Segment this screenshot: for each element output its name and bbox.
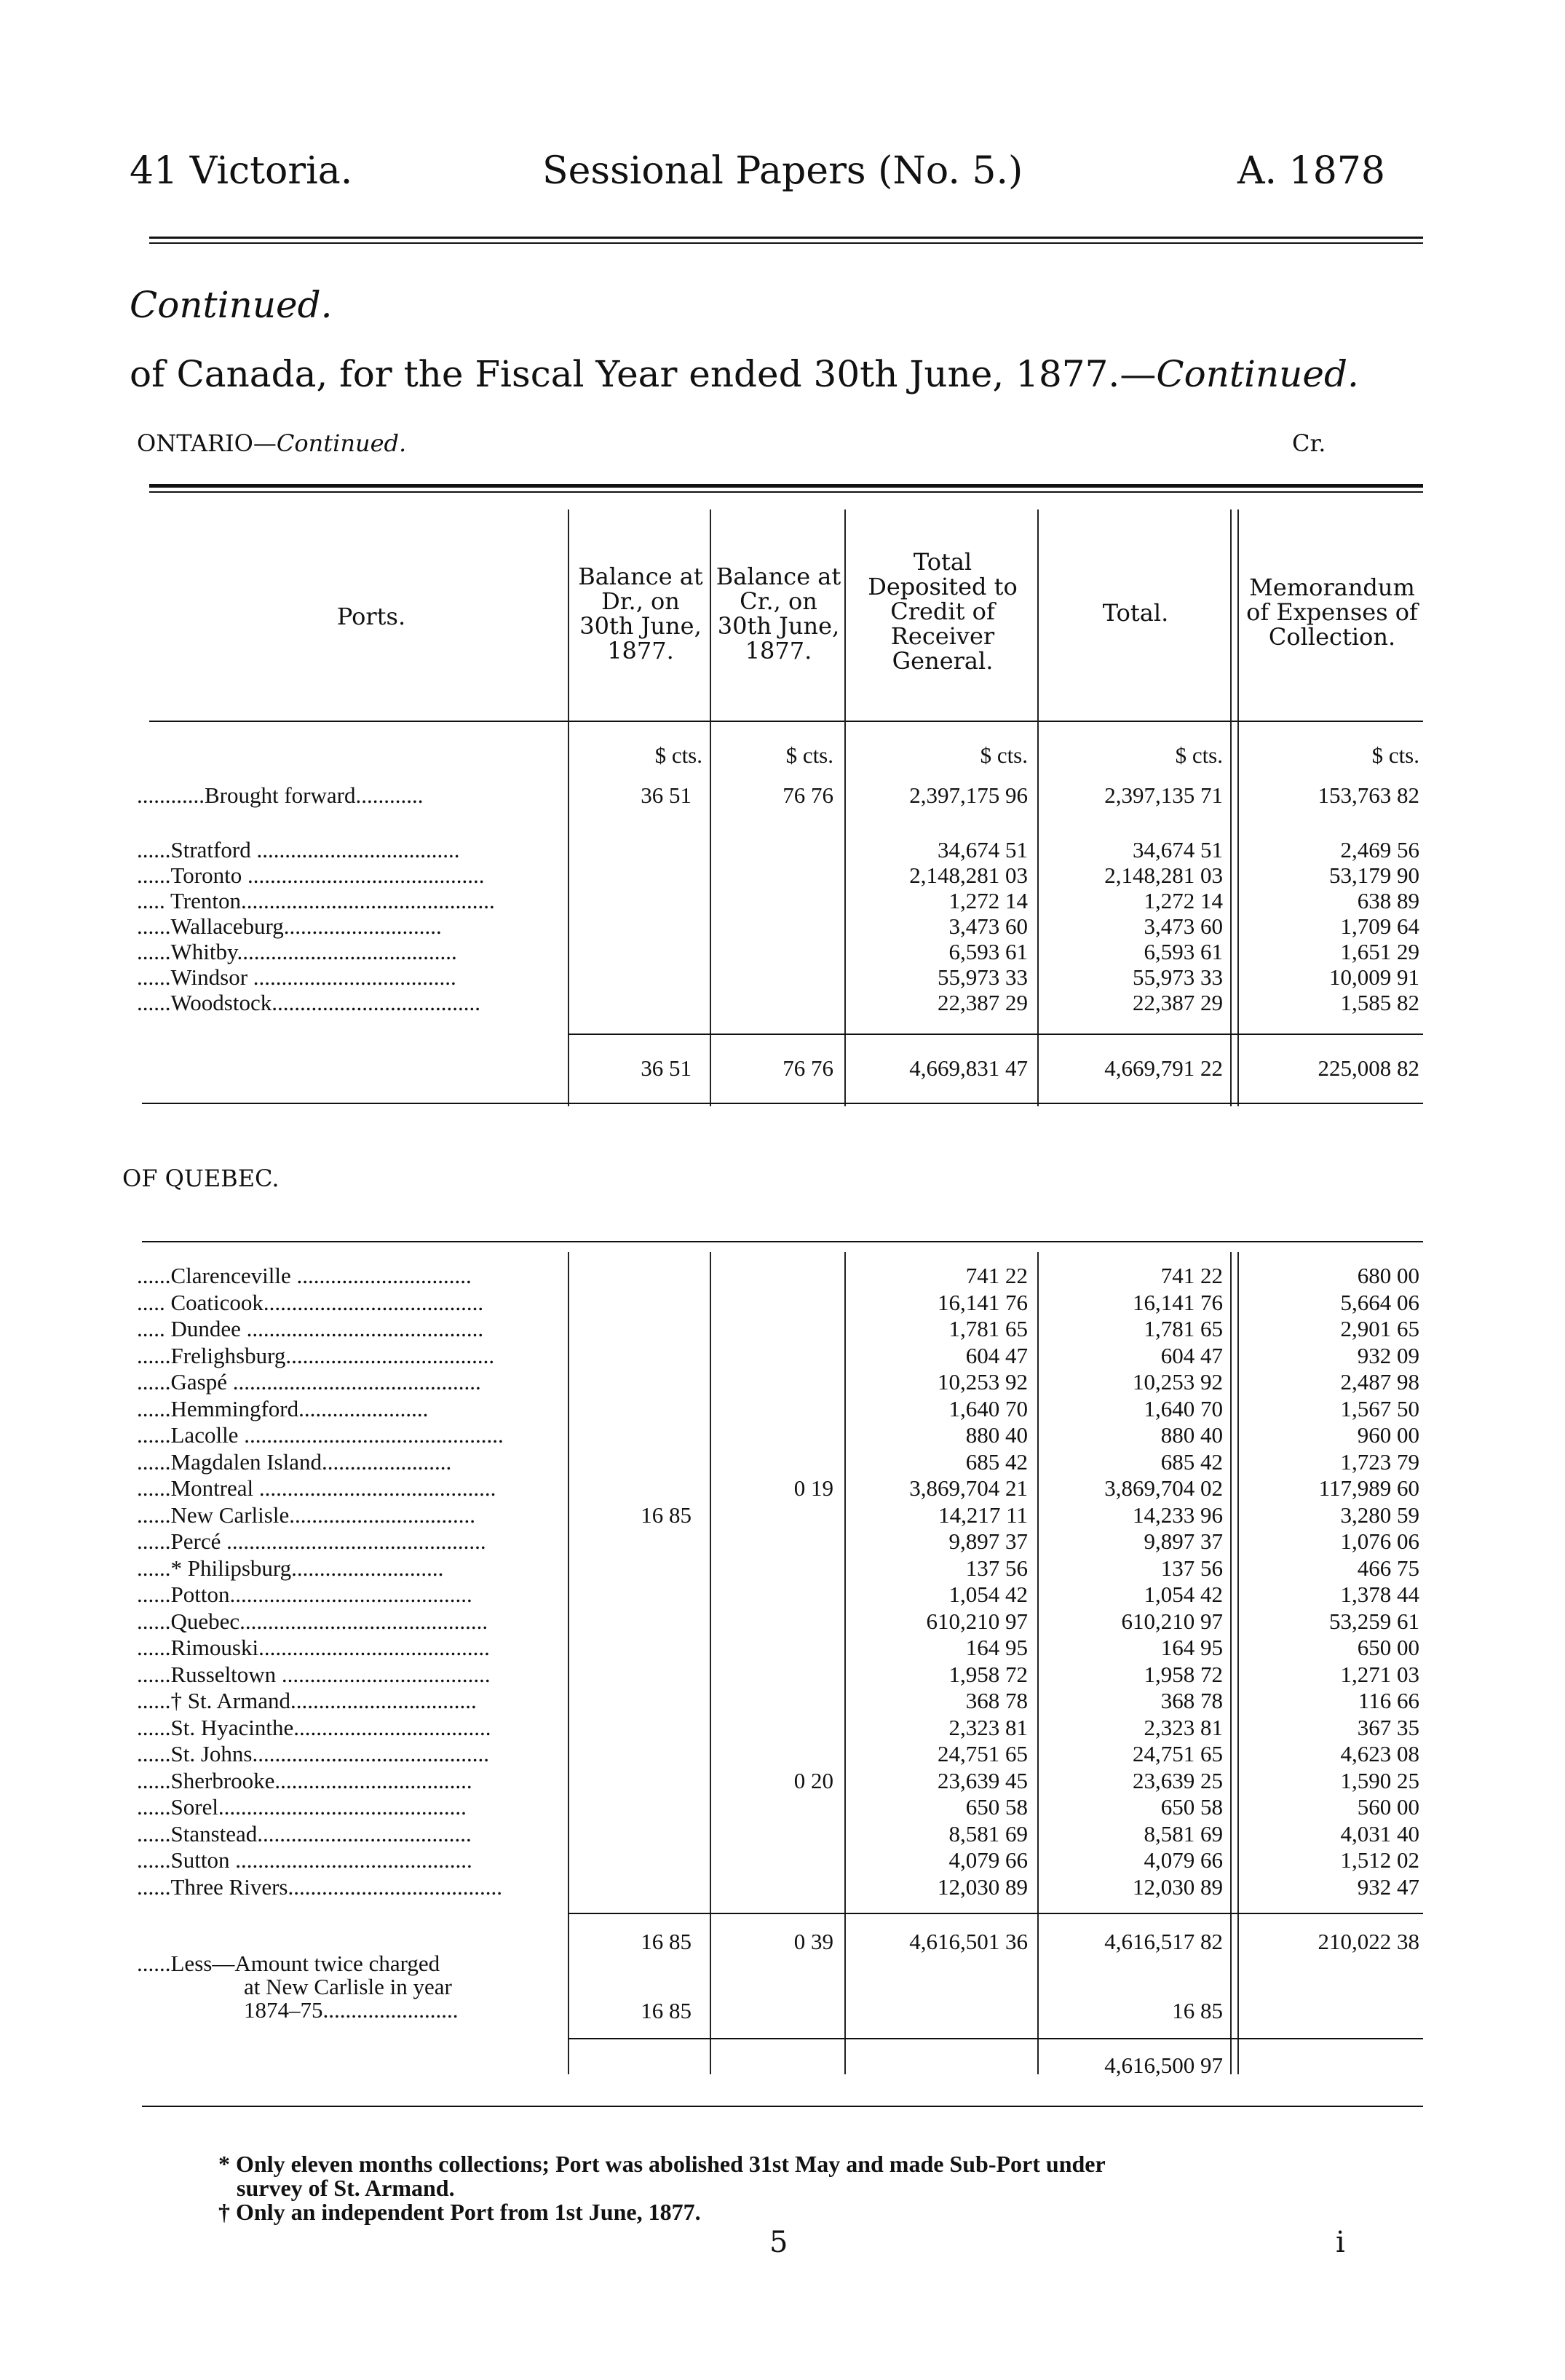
header-rule-top bbox=[149, 237, 1423, 239]
quebec-cell-memo: 53,259 61 bbox=[1329, 1608, 1419, 1634]
ontario-cell-memo: 1,709 64 bbox=[1340, 913, 1419, 939]
quebec-cell-dep: 604 47 bbox=[965, 1342, 1028, 1368]
quebec-cell-dep: 4,079 66 bbox=[948, 1847, 1028, 1873]
quebec-cell-dep: 164 95 bbox=[965, 1635, 1028, 1660]
quebec-cell-dep: 12,030 89 bbox=[938, 1873, 1028, 1900]
ontario-port-name: ............Brought forward............ bbox=[137, 782, 424, 808]
q-col-divider-1 bbox=[568, 1252, 569, 2074]
ontario-total-cr: 76 76 bbox=[782, 1055, 833, 1081]
quebec-port-name: ......New Carlisle................................. bbox=[137, 1502, 475, 1528]
ontario-cell-total: 2,148,281 03 bbox=[1104, 862, 1223, 888]
final-total: 4,616,500 97 bbox=[1104, 2052, 1223, 2078]
section-quebec: OF QUEBEC. bbox=[122, 1165, 280, 1192]
ontario-cell-memo: 10,009 91 bbox=[1329, 964, 1419, 990]
ontario-cell-total: 22,387 29 bbox=[1133, 990, 1223, 1015]
header-center: Sessional Papers (No. 5.) bbox=[542, 149, 1023, 193]
quebec-cell-dep: 685 42 bbox=[965, 1448, 1028, 1475]
ontario-cell-memo: 1,585 82 bbox=[1340, 990, 1419, 1015]
quebec-cell-dr: 16 85 bbox=[641, 1502, 692, 1528]
ontario-port-name: ......Stratford .................................... bbox=[137, 837, 460, 862]
ontario-cell-total: 55,973 33 bbox=[1133, 964, 1223, 990]
quebec-port-name: ......Percé .............................................. bbox=[137, 1528, 486, 1554]
col-deposited: Total Deposited to Credit of Receiver General. bbox=[868, 548, 1018, 675]
ontario-cell-dep: 1,272 14 bbox=[948, 888, 1028, 913]
q-col-divider-5b bbox=[1237, 1252, 1239, 2074]
quebec-cell-total: 880 40 bbox=[1160, 1422, 1223, 1448]
col-divider-2 bbox=[710, 509, 711, 1106]
ontario-port-name: ......Whitby....................................... bbox=[137, 939, 457, 964]
ontario-cell-total: 6,593 61 bbox=[1144, 939, 1223, 964]
ontario-cell-dep: 22,387 29 bbox=[938, 990, 1028, 1015]
page-number: 5 bbox=[769, 2226, 788, 2259]
quebec-cell-total: 16,141 76 bbox=[1133, 1289, 1223, 1315]
quebec-total-rule bbox=[568, 1913, 1423, 1914]
quebec-cell-total: 741 22 bbox=[1160, 1263, 1223, 1288]
quebec-cell-memo: 1,271 03 bbox=[1340, 1661, 1419, 1687]
quebec-port-name: ......Gaspé ............................................ bbox=[137, 1369, 481, 1395]
ontario-cell-memo: 2,469 56 bbox=[1340, 837, 1419, 862]
ontario-cell-total: 34,674 51 bbox=[1133, 837, 1223, 862]
quebec-cell-dep: 2,323 81 bbox=[948, 1714, 1028, 1740]
quebec-cell-memo: 932 47 bbox=[1357, 1873, 1419, 1900]
q-col-divider-5 bbox=[1230, 1252, 1232, 2074]
quebec-cell-memo: 116 66 bbox=[1358, 1688, 1419, 1713]
quebec-cell-dep: 14,217 11 bbox=[938, 1502, 1028, 1528]
quebec-cell-dep: 880 40 bbox=[965, 1422, 1028, 1448]
quebec-cell-dep: 137 56 bbox=[965, 1555, 1028, 1581]
ontario-total-total: 4,669,791 22 bbox=[1104, 1055, 1223, 1081]
col-divider-5 bbox=[1230, 509, 1232, 1106]
quebec-cell-memo: 932 09 bbox=[1357, 1342, 1419, 1368]
quebec-cell-dep: 368 78 bbox=[965, 1688, 1028, 1713]
quebec-cell-total: 164 95 bbox=[1160, 1635, 1223, 1660]
less-rule bbox=[568, 2038, 1423, 2039]
quebec-cell-dep: 23,639 45 bbox=[938, 1767, 1028, 1793]
ontario-cell-dep: 3,473 60 bbox=[948, 913, 1028, 939]
col-balance-dr: Balance at Dr., on 30th June, 1877. bbox=[578, 563, 703, 665]
quebec-port-name: ......† St. Armand................................. bbox=[137, 1688, 477, 1713]
quebec-port-name: ......St. Johns.......................................... bbox=[137, 1741, 489, 1766]
quebec-total-cr: 0 39 bbox=[793, 1929, 833, 1954]
quebec-cell-dep: 741 22 bbox=[965, 1263, 1028, 1288]
quebec-cell-dep: 650 58 bbox=[965, 1794, 1028, 1820]
quebec-cell-total: 23,639 25 bbox=[1133, 1767, 1223, 1793]
quebec-cell-total: 1,054 42 bbox=[1144, 1582, 1223, 1607]
quebec-port-name: ......Russeltown ..................................... bbox=[137, 1661, 491, 1687]
quebec-port-name: ..... Coaticook....................................... bbox=[137, 1289, 484, 1315]
quebec-cell-dep: 8,581 69 bbox=[948, 1820, 1028, 1847]
quebec-cell-dep: 9,897 37 bbox=[948, 1528, 1028, 1554]
ontario-total-dep: 4,669,831 47 bbox=[909, 1055, 1028, 1081]
ontario-cell-memo: 53,179 90 bbox=[1329, 862, 1419, 888]
quebec-cell-memo: 3,280 59 bbox=[1340, 1502, 1419, 1528]
quebec-cell-total: 3,869,704 02 bbox=[1104, 1475, 1223, 1501]
col-ports: Ports. bbox=[336, 603, 406, 630]
page-mark: i bbox=[1336, 2226, 1345, 2259]
ontario-cell-total: 2,397,135 71 bbox=[1104, 782, 1223, 808]
table-end-rule bbox=[142, 2106, 1423, 2107]
quebec-cell-memo: 1,076 06 bbox=[1340, 1528, 1419, 1554]
title-main: of Canada, for the Fiscal Year ended 30th June, 1877.— bbox=[130, 353, 1157, 395]
quebec-cell-total: 8,581 69 bbox=[1144, 1820, 1223, 1847]
quebec-cell-memo: 560 00 bbox=[1357, 1794, 1419, 1820]
quebec-cell-dep: 3,869,704 21 bbox=[909, 1475, 1028, 1501]
q-col-divider-2 bbox=[710, 1252, 711, 2074]
quebec-cell-memo: 117,989 60 bbox=[1318, 1475, 1419, 1501]
ontario-cell-dep: 55,973 33 bbox=[938, 964, 1028, 990]
quebec-cell-total: 137 56 bbox=[1160, 1555, 1223, 1581]
quebec-top-rule bbox=[142, 1241, 1423, 1242]
quebec-cell-memo: 2,487 98 bbox=[1340, 1369, 1419, 1395]
header-right: A. 1878 bbox=[1237, 149, 1385, 193]
quebec-cell-dep: 16,141 76 bbox=[938, 1289, 1028, 1315]
quebec-port-name: ......Rimouski......................................... bbox=[137, 1635, 490, 1660]
quebec-port-name: ......St. Hyacinthe................................... bbox=[137, 1714, 491, 1740]
col-total: Total. bbox=[1102, 599, 1169, 627]
quebec-cell-memo: 1,567 50 bbox=[1340, 1395, 1419, 1421]
quebec-cell-cr: 0 20 bbox=[793, 1767, 833, 1793]
footnote-1-cont: survey of St. Armand. bbox=[237, 2175, 455, 2201]
less-label-2: at New Carlisle in year bbox=[244, 1974, 452, 1999]
ontario-cell-memo: 1,651 29 bbox=[1340, 939, 1419, 964]
ontario-total-dr: 36 51 bbox=[641, 1055, 692, 1081]
table-top-rule bbox=[149, 484, 1423, 488]
quebec-total-dep: 4,616,501 36 bbox=[909, 1929, 1028, 1954]
ontario-total-rule bbox=[568, 1034, 1423, 1035]
footnote-1: * Only eleven months collections; Port was abolished 31st May and made Sub-Port under bbox=[218, 2151, 1106, 2177]
quebec-port-name: ......Sutton .......................................... bbox=[137, 1847, 472, 1873]
quebec-cell-memo: 367 35 bbox=[1357, 1714, 1419, 1740]
quebec-cell-memo: 1,378 44 bbox=[1340, 1582, 1419, 1607]
quebec-cell-total: 685 42 bbox=[1160, 1448, 1223, 1475]
col-divider-1 bbox=[568, 509, 569, 1106]
section-ontario-label: ONTARIO— bbox=[137, 429, 277, 457]
less-label-3: 1874–75........................ bbox=[244, 1997, 459, 2023]
quebec-cell-total: 2,323 81 bbox=[1144, 1714, 1223, 1740]
quebec-cell-dep: 10,253 92 bbox=[938, 1369, 1028, 1395]
quebec-cell-dep: 610,210 97 bbox=[926, 1608, 1028, 1634]
quebec-port-name: ......* Philipsburg........................... bbox=[137, 1555, 444, 1581]
quebec-port-name: ......Sherbrooke................................... bbox=[137, 1767, 472, 1793]
quebec-cell-total: 24,751 65 bbox=[1133, 1741, 1223, 1766]
ontario-cell-dep: 2,397,175 96 bbox=[909, 782, 1028, 808]
quebec-cell-memo: 4,031 40 bbox=[1340, 1820, 1419, 1847]
ontario-cell-dep: 34,674 51 bbox=[938, 837, 1028, 862]
page-title bbox=[130, 353, 1359, 395]
col-divider-4 bbox=[1037, 509, 1039, 1106]
quebec-total-dr: 16 85 bbox=[641, 1929, 692, 1954]
quebec-cell-dep: 1,054 42 bbox=[948, 1582, 1028, 1607]
section-ontario-cont: Continued. bbox=[276, 429, 407, 457]
ontario-cell-dr: 36 51 bbox=[641, 782, 692, 808]
quebec-cell-total: 610,210 97 bbox=[1121, 1608, 1223, 1634]
col-memo: Memorandum of Expenses of Collection. bbox=[1246, 574, 1418, 651]
q-col-divider-3 bbox=[844, 1252, 846, 2074]
footnote-2: † Only an independent Port from 1st June, 1877. bbox=[218, 2199, 701, 2225]
less-dr: 16 85 bbox=[641, 1998, 692, 2023]
ontario-cell-cr: 76 76 bbox=[782, 782, 833, 808]
ontario-cell-dep: 2,148,281 03 bbox=[909, 862, 1028, 888]
quebec-cell-total: 1,958 72 bbox=[1144, 1661, 1223, 1687]
title-continued: Continued. bbox=[1156, 353, 1359, 395]
unit-dr: $ cts. bbox=[654, 742, 702, 768]
col-divider-3 bbox=[844, 509, 846, 1106]
quebec-cell-dep: 24,751 65 bbox=[938, 1741, 1028, 1766]
quebec-port-name: ......Three Rivers...................................... bbox=[137, 1873, 502, 1900]
quebec-port-name: ......Clarenceville ............................... bbox=[137, 1263, 472, 1288]
quebec-cell-dep: 1,958 72 bbox=[948, 1661, 1028, 1687]
quebec-cell-memo: 466 75 bbox=[1357, 1555, 1419, 1581]
ontario-cell-total: 1,272 14 bbox=[1144, 888, 1223, 913]
quebec-cell-memo: 1,590 25 bbox=[1340, 1767, 1419, 1793]
quebec-cell-dep: 1,640 70 bbox=[948, 1395, 1028, 1421]
quebec-port-name: ......Stanstead...................................... bbox=[137, 1820, 472, 1847]
quebec-cell-total: 1,640 70 bbox=[1144, 1395, 1223, 1421]
quebec-cell-total: 12,030 89 bbox=[1133, 1873, 1223, 1900]
quebec-cell-memo: 4,623 08 bbox=[1340, 1741, 1419, 1766]
quebec-port-name: ......Frelighsburg..................................... bbox=[137, 1342, 495, 1368]
unit-dep: $ cts. bbox=[980, 742, 1028, 768]
unit-total: $ cts. bbox=[1175, 742, 1223, 768]
ontario-port-name: ......Woodstock..................................... bbox=[137, 990, 480, 1015]
ontario-port-name: ......Toronto .......................................... bbox=[137, 862, 485, 888]
quebec-port-name: ......Magdalen Island....................... bbox=[137, 1448, 452, 1475]
quebec-cell-memo: 650 00 bbox=[1357, 1635, 1419, 1660]
ontario-cell-total: 3,473 60 bbox=[1144, 913, 1223, 939]
header-left: 41 Victoria. bbox=[130, 149, 353, 193]
quebec-port-name: ......Quebec............................................ bbox=[137, 1608, 488, 1634]
quebec-cell-memo: 1,723 79 bbox=[1340, 1448, 1419, 1475]
header-rule-bottom bbox=[149, 242, 1423, 244]
unit-cr: $ cts. bbox=[785, 742, 833, 768]
section-ontario bbox=[137, 429, 406, 457]
table-top-rule-2 bbox=[149, 491, 1423, 493]
ontario-port-name: ......Windsor .................................... bbox=[137, 964, 456, 990]
quebec-cell-memo: 680 00 bbox=[1357, 1263, 1419, 1288]
ontario-cell-dep: 6,593 61 bbox=[948, 939, 1028, 964]
quebec-cell-cr: 0 19 bbox=[793, 1475, 833, 1501]
q-col-divider-4 bbox=[1037, 1252, 1039, 2074]
quebec-cell-memo: 1,512 02 bbox=[1340, 1847, 1419, 1873]
quebec-cell-total: 650 58 bbox=[1160, 1794, 1223, 1820]
quebec-cell-total: 10,253 92 bbox=[1133, 1369, 1223, 1395]
ontario-cell-memo: 638 89 bbox=[1357, 888, 1419, 913]
quebec-port-name: ......Montreal .......................................... bbox=[137, 1475, 496, 1501]
quebec-port-name: ......Lacolle .............................................. bbox=[137, 1422, 504, 1448]
col-balance-cr: Balance at Cr., on 30th June, 1877. bbox=[716, 563, 841, 665]
cr-label: Cr. bbox=[1292, 429, 1326, 457]
quebec-total-total: 4,616,517 82 bbox=[1104, 1929, 1223, 1954]
ontario-port-name: ..... Trenton............................................. bbox=[137, 888, 495, 913]
ontario-port-name: ......Wallaceburg............................ bbox=[137, 913, 442, 939]
quebec-cell-dep: 1,781 65 bbox=[948, 1316, 1028, 1341]
col-divider-5b bbox=[1237, 509, 1239, 1106]
quebec-cell-total: 9,897 37 bbox=[1144, 1528, 1223, 1554]
less-label-1: ......Less—Amount twice charged bbox=[137, 1951, 440, 1976]
quebec-port-name: ......Hemmingford....................... bbox=[137, 1395, 429, 1421]
quebec-cell-total: 1,781 65 bbox=[1144, 1316, 1223, 1341]
quebec-port-name: ..... Dundee .......................................... bbox=[137, 1316, 484, 1341]
quebec-cell-total: 4,079 66 bbox=[1144, 1847, 1223, 1873]
quebec-port-name: ......Sorel............................................ bbox=[137, 1794, 467, 1820]
quebec-cell-memo: 5,664 06 bbox=[1340, 1289, 1419, 1315]
ontario-end-rule bbox=[142, 1103, 1423, 1104]
unit-memo: $ cts. bbox=[1371, 742, 1419, 768]
quebec-cell-total: 368 78 bbox=[1160, 1688, 1223, 1713]
quebec-cell-total: 14,233 96 bbox=[1133, 1502, 1223, 1528]
quebec-cell-total: 604 47 bbox=[1160, 1342, 1223, 1368]
continued-top: Continued. bbox=[130, 284, 333, 326]
quebec-total-memo: 210,022 38 bbox=[1318, 1929, 1419, 1954]
ontario-cell-memo: 153,763 82 bbox=[1318, 782, 1419, 808]
header-bottom-rule bbox=[149, 721, 1423, 722]
ontario-total-memo: 225,008 82 bbox=[1318, 1055, 1419, 1081]
less-total: 16 85 bbox=[1172, 1998, 1223, 2023]
quebec-port-name: ......Potton........................................... bbox=[137, 1582, 472, 1607]
quebec-cell-memo: 960 00 bbox=[1357, 1422, 1419, 1448]
quebec-cell-memo: 2,901 65 bbox=[1340, 1316, 1419, 1341]
